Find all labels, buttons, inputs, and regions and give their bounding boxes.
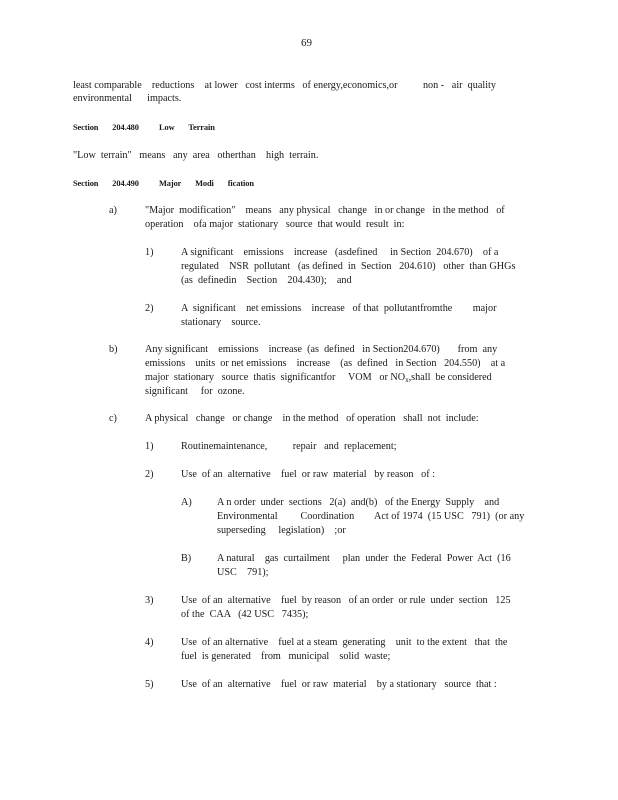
item-c3-label: 3) <box>145 595 154 606</box>
item-a2-line-2: stationary source. <box>181 317 261 328</box>
item-a1-line-1: A significant emissions increase (asdefined in Section 204.670) of a <box>181 247 499 258</box>
item-b-line-3-tail: ,shall be considered <box>408 372 492 383</box>
item-b-line-1: Any significant emissions increase (as defined in Section204.670) from any <box>145 344 498 355</box>
nox-subscript: x <box>405 376 409 384</box>
item-c-line-1: A physical change or change in the method of operation shall not include: <box>145 413 479 424</box>
intro-line-1: least comparable reductions at lower cost interms of energy,economics,or non - air quality <box>73 80 496 91</box>
item-b-label: b) <box>109 344 118 355</box>
item-c5-line-1: Use of an alternative fuel or raw material by a stationary source that : <box>181 679 497 690</box>
item-b-line-3 <box>145 371 492 386</box>
item-c1-line-1: Routinemaintenance, repair and replacement; <box>181 441 397 452</box>
item-c4-line-2: fuel is generated from municipal solid waste; <box>181 651 391 662</box>
item-c2a-line-2: Environmental Coordination Act of 1974 (15 USC 791) (or any <box>217 511 525 522</box>
item-a-label: a) <box>109 205 117 216</box>
item-c2a-line-3: superseding legislation) ;or <box>217 525 346 536</box>
item-c2-label: 2) <box>145 469 154 480</box>
item-b-line-2: emissions units or net emissions increase (as defined in Section 204.550) at a <box>145 358 506 369</box>
intro-line-2: environmental impacts. <box>73 93 182 104</box>
item-c2b-line-1: A natural gas curtailment plan under the Federal Power Act (16 <box>217 553 511 564</box>
item-a1-label: 1) <box>145 247 154 258</box>
item-a-line-2: operation ofa major stationary source that would result in: <box>145 219 405 230</box>
item-b-line-3-text: major stationary source thatis significantfor VOM or NO <box>145 372 406 383</box>
low-terrain-definition: "Low terrain" means any area otherthan high terrain. <box>73 150 319 161</box>
page-number: 69 <box>301 37 312 49</box>
item-c2b-label: B) <box>181 553 192 564</box>
item-c3-line-1: Use of an alternative fuel by reason of an order or rule under section 125 <box>181 595 511 606</box>
item-c3-line-2: of the CAA (42 USC 7435); <box>181 609 309 620</box>
item-c1-label: 1) <box>145 441 154 452</box>
item-c2a-line-1: A n order under sections 2(a) and(b) of the Energy Supply and <box>217 497 500 508</box>
section-204-480-number: Section 204.480 <box>73 123 139 132</box>
item-a-line-1: "Major modification" means any physical change in or change in the method of <box>145 205 505 216</box>
item-c2-line-1: Use of an alternative fuel or raw material by reason of : <box>181 469 436 480</box>
item-c4-line-1: Use of an alternative fuel at a steam generating unit to the extent that the <box>181 637 508 648</box>
section-204-480-title: Low Terrain <box>159 123 215 132</box>
item-b-line-4: significant for ozone. <box>145 386 245 397</box>
item-c5-label: 5) <box>145 679 154 690</box>
item-c2b-line-2: USC 791); <box>217 567 269 578</box>
item-a2-label: 2) <box>145 303 154 314</box>
item-a1-line-2: regulated NSR pollutant (as defined in Section 204.610) other than GHGs <box>181 261 516 272</box>
item-c2a-label: A) <box>181 497 192 508</box>
item-a2-line-1: A significant net emissions increase of that pollutantfromthe major <box>181 303 497 314</box>
item-c4-label: 4) <box>145 637 154 648</box>
item-a1-line-3: (as definedin Section 204.430); and <box>181 275 352 286</box>
section-204-490-number: Section 204.490 <box>73 179 139 188</box>
item-c-label: c) <box>109 413 117 424</box>
section-204-490-title: Major Modi fication <box>159 179 254 188</box>
